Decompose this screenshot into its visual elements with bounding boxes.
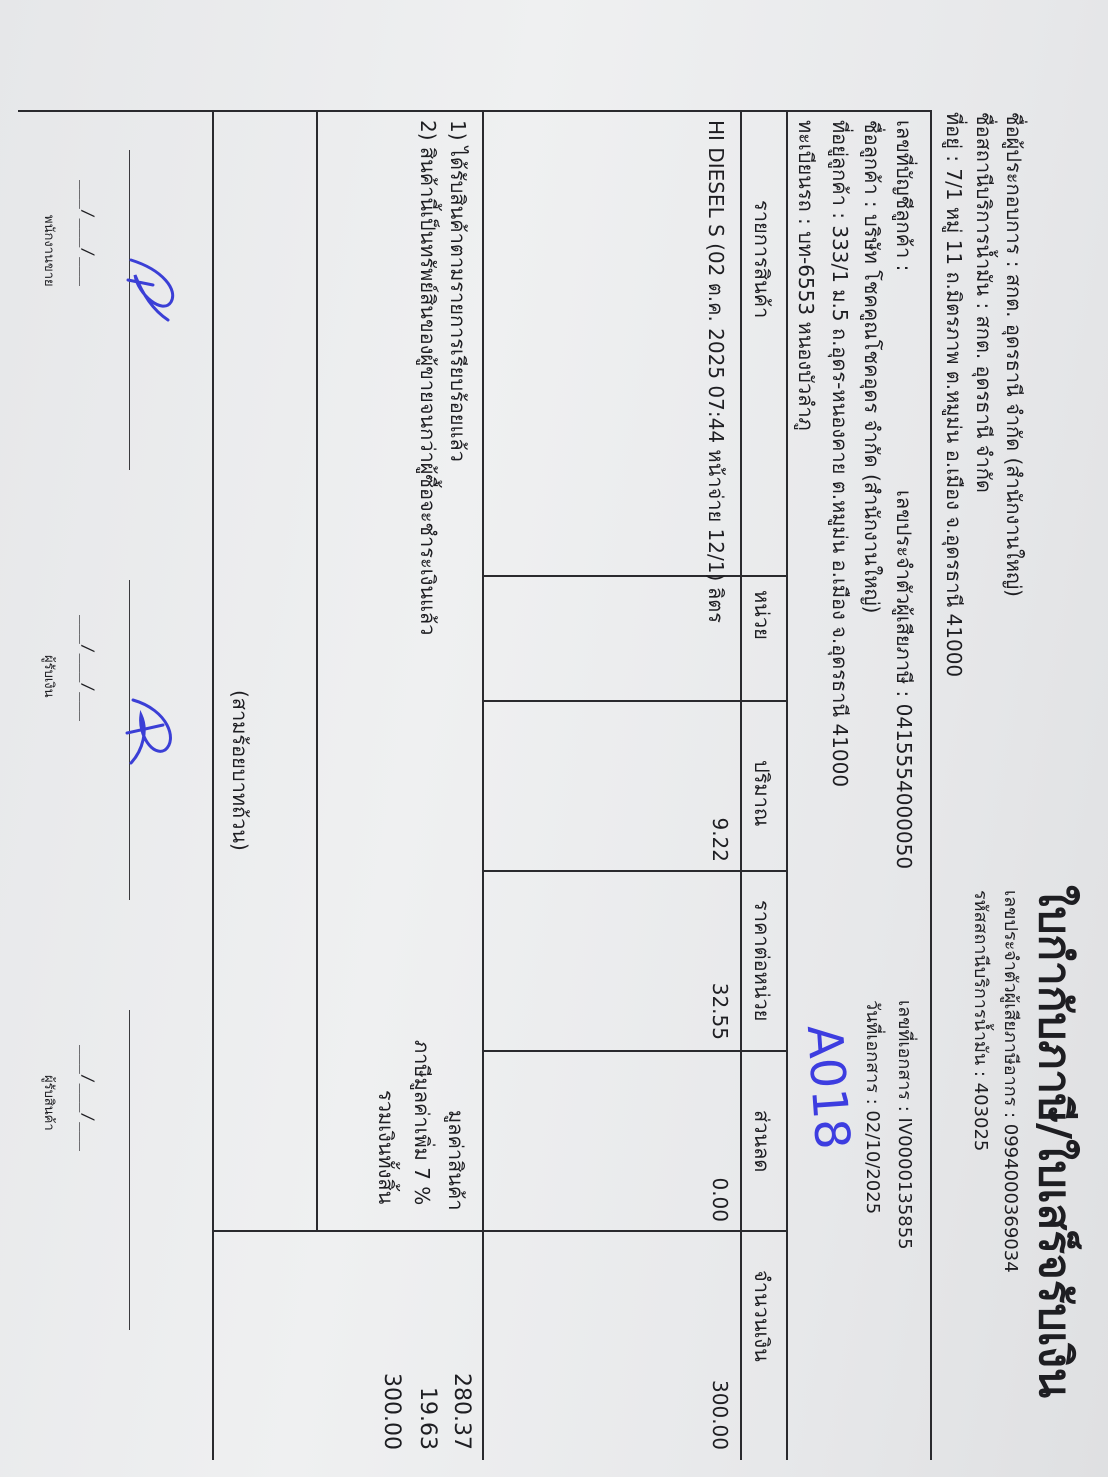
header-item: รายการสินค้า xyxy=(750,200,774,319)
col-sep-price xyxy=(484,870,788,872)
station-code: รหัสสถานีบริการน้ำมัน : 403025 xyxy=(970,890,991,1152)
row-amount: 300.00 xyxy=(708,1380,732,1450)
signature-label-receiver: ผู้รับสินค้า xyxy=(41,1075,56,1131)
row-qty: 9.22 xyxy=(708,817,732,862)
col-sep-unit xyxy=(484,575,788,577)
seller-station: ชื่อสถานีบริการน้ำมัน : สกต. อุดรธานี จำกัด xyxy=(972,112,996,493)
signature-line-3 xyxy=(129,1010,130,1330)
header-amount: จำนวนเงิน xyxy=(750,1270,774,1362)
row-item: HI DIESEL S (02 ต.ค. 2025 07:44 หน้าจ่าย 12/1) xyxy=(704,120,728,582)
customer-address: ที่อยู่ลูกค้า : 333/1 ม.5 ถ.อุดร-หนองคาย ต.หมูม่น อ.เมือง จ.อุดรธานี 41000 xyxy=(828,120,852,788)
signature-date-1: ___/___/___ xyxy=(79,180,98,286)
customer-tax-id: เลขประจำตัวผู้เสียภาษี : 0415554000050 xyxy=(892,490,916,870)
subtotal-value: 280.37 xyxy=(449,1373,474,1450)
document-date: วันที่เอกสาร : 02/10/2025 xyxy=(862,1000,883,1215)
handwritten-code: A018 xyxy=(795,1023,861,1152)
vehicle-plate: ทะเบียนรถ : บท-6553 หนองบัวลำภู xyxy=(794,120,818,431)
subtotal-label: มูลค่าสินค้า xyxy=(444,1110,468,1211)
document-title: ใบกำกับภาษี/ใบเสร็จรับเงิน xyxy=(1029,885,1080,1399)
row-unit: ลิตร xyxy=(704,587,728,623)
seller-operator: ชื่อผู้ประกอบการ : สกต. อุดรธานี จำกัด (สำนักงานใหญ่) xyxy=(1002,112,1026,597)
row-discount: 0.00 xyxy=(708,1177,732,1222)
customer-account: เลขที่บัญชีลูกค้า : xyxy=(892,120,916,272)
note-1: 1) ได้รับสินค้าตามรายการเรียบร้อยแล้ว xyxy=(446,120,470,462)
header-qty: ปริมาณ xyxy=(750,760,774,827)
notes-top xyxy=(482,110,484,1460)
seller-address: ที่อยู่ : 7/1 หมู่ 11 ถ.มิตรภาพ ต.หมูม่น อ.เมือง จ.อุดรธานี 41000 xyxy=(942,112,966,678)
signature-date-3: ___/___/___ xyxy=(79,1045,98,1151)
words-top xyxy=(316,110,318,1230)
signature-label-cashier: ผู้รับเงิน xyxy=(41,655,56,698)
notes-sep xyxy=(214,1230,484,1232)
signature-date-2: ___/___/___ xyxy=(79,615,98,721)
customer-name: ชื่อลูกค้า : บริษัท โชคคูณโชคอุดร จำกัด (สำนักงานใหญ่) xyxy=(860,120,884,614)
header-discount: ส่วนลด xyxy=(750,1110,774,1173)
amount-in-words: (สามร้อยบาทถ้วน) xyxy=(228,690,252,851)
signature-mark-1 xyxy=(123,240,183,330)
col-sep-qty xyxy=(484,700,788,702)
table-top xyxy=(786,110,788,1460)
total-label: รวมเงินทั้งสิ้น xyxy=(374,1090,398,1205)
col-sep-amount xyxy=(484,1230,788,1232)
table-header-bottom xyxy=(740,110,742,1460)
vat-label: ภาษีมูลค่าเพิ่ม 7 % xyxy=(410,1040,434,1206)
words-bottom xyxy=(212,110,214,1460)
header-unit: หน่วย xyxy=(750,590,774,640)
note-2: 2) สินค้านี้เป็นทรัพย์สินของผู้ขายจนกว่าผู้ซื้อจะชำระเงินแล้ว xyxy=(416,120,440,636)
row-price: 32.55 xyxy=(708,982,732,1040)
total-value: 300.00 xyxy=(379,1373,404,1450)
signature-label-sales: พนักงานขาย xyxy=(41,215,56,287)
header-price: ราคาต่อหน่วย xyxy=(750,900,774,1022)
document-number: เลขที่เอกสาร : IV0000135855 xyxy=(894,1000,915,1250)
vat-value: 19.63 xyxy=(415,1387,440,1450)
seller-tax-id: เลขประจำตัวผู้เสียภาษีอากร : 0994000369034 xyxy=(1000,890,1021,1273)
frame-left xyxy=(18,110,932,112)
col-sep-discount xyxy=(484,1050,788,1052)
frame-top xyxy=(930,110,932,1460)
signature-mark-2 xyxy=(123,685,183,775)
